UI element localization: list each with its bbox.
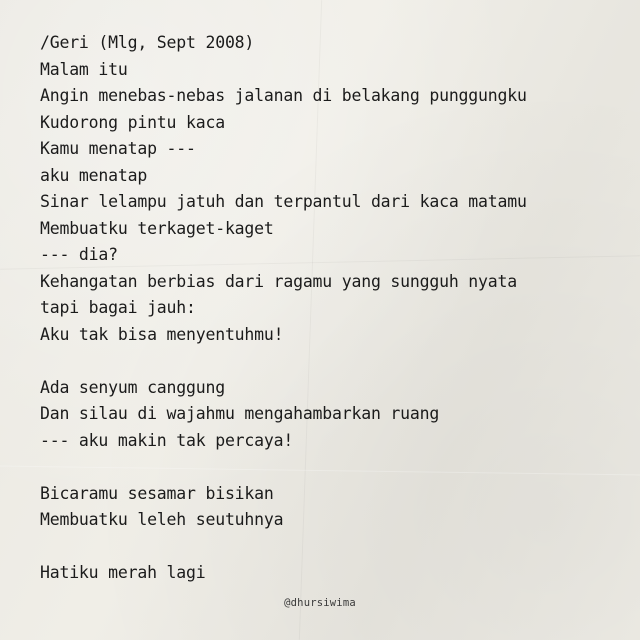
- poem-line: Kamu menatap ---: [40, 139, 196, 158]
- poem-line: Ada senyum canggung: [40, 377, 225, 397]
- stanza-gap: [40, 534, 620, 561]
- poem-line: Dan silau di wajahmu mengahambarkan ruang: [40, 404, 440, 423]
- poem-line: Bicaramu sesamar bisikan: [40, 483, 274, 503]
- stanza-gap: [40, 454, 620, 481]
- poem-line: Hatiku merah lagi: [40, 563, 206, 582]
- poem-line: Aku tak bisa menyentuhmu!: [40, 324, 284, 344]
- poem-line: Malam itu: [40, 59, 128, 79]
- poem-line: aku menatap: [40, 165, 148, 185]
- poem-line: Kudorong pintu kaca: [40, 112, 225, 132]
- author-handle: @dhursiwima: [284, 597, 356, 609]
- poem-line: Angin menebas-nebas jalanan di belakang punggungku: [40, 86, 527, 105]
- poem-title: /Geri (Mlg, Sept 2008): [40, 33, 255, 52]
- poem-line: Sinar lelampu jatuh dan terpantul dari kaca matamu: [40, 192, 527, 211]
- poem-line: Membuatku leleh seutuhnya: [40, 510, 284, 529]
- poem-line: Kehangatan berbias dari ragamu yang sungguh nyata: [40, 271, 517, 291]
- stanza-gap: [40, 348, 620, 375]
- poem-line: Membuatku terkaget-kaget: [40, 218, 274, 238]
- poem-line: --- dia?: [40, 245, 118, 264]
- poem-body: [40, 30, 620, 587]
- poem-line: --- aku makin tak percaya!: [40, 430, 294, 450]
- poem-line: tapi bagai jauh:: [40, 298, 196, 317]
